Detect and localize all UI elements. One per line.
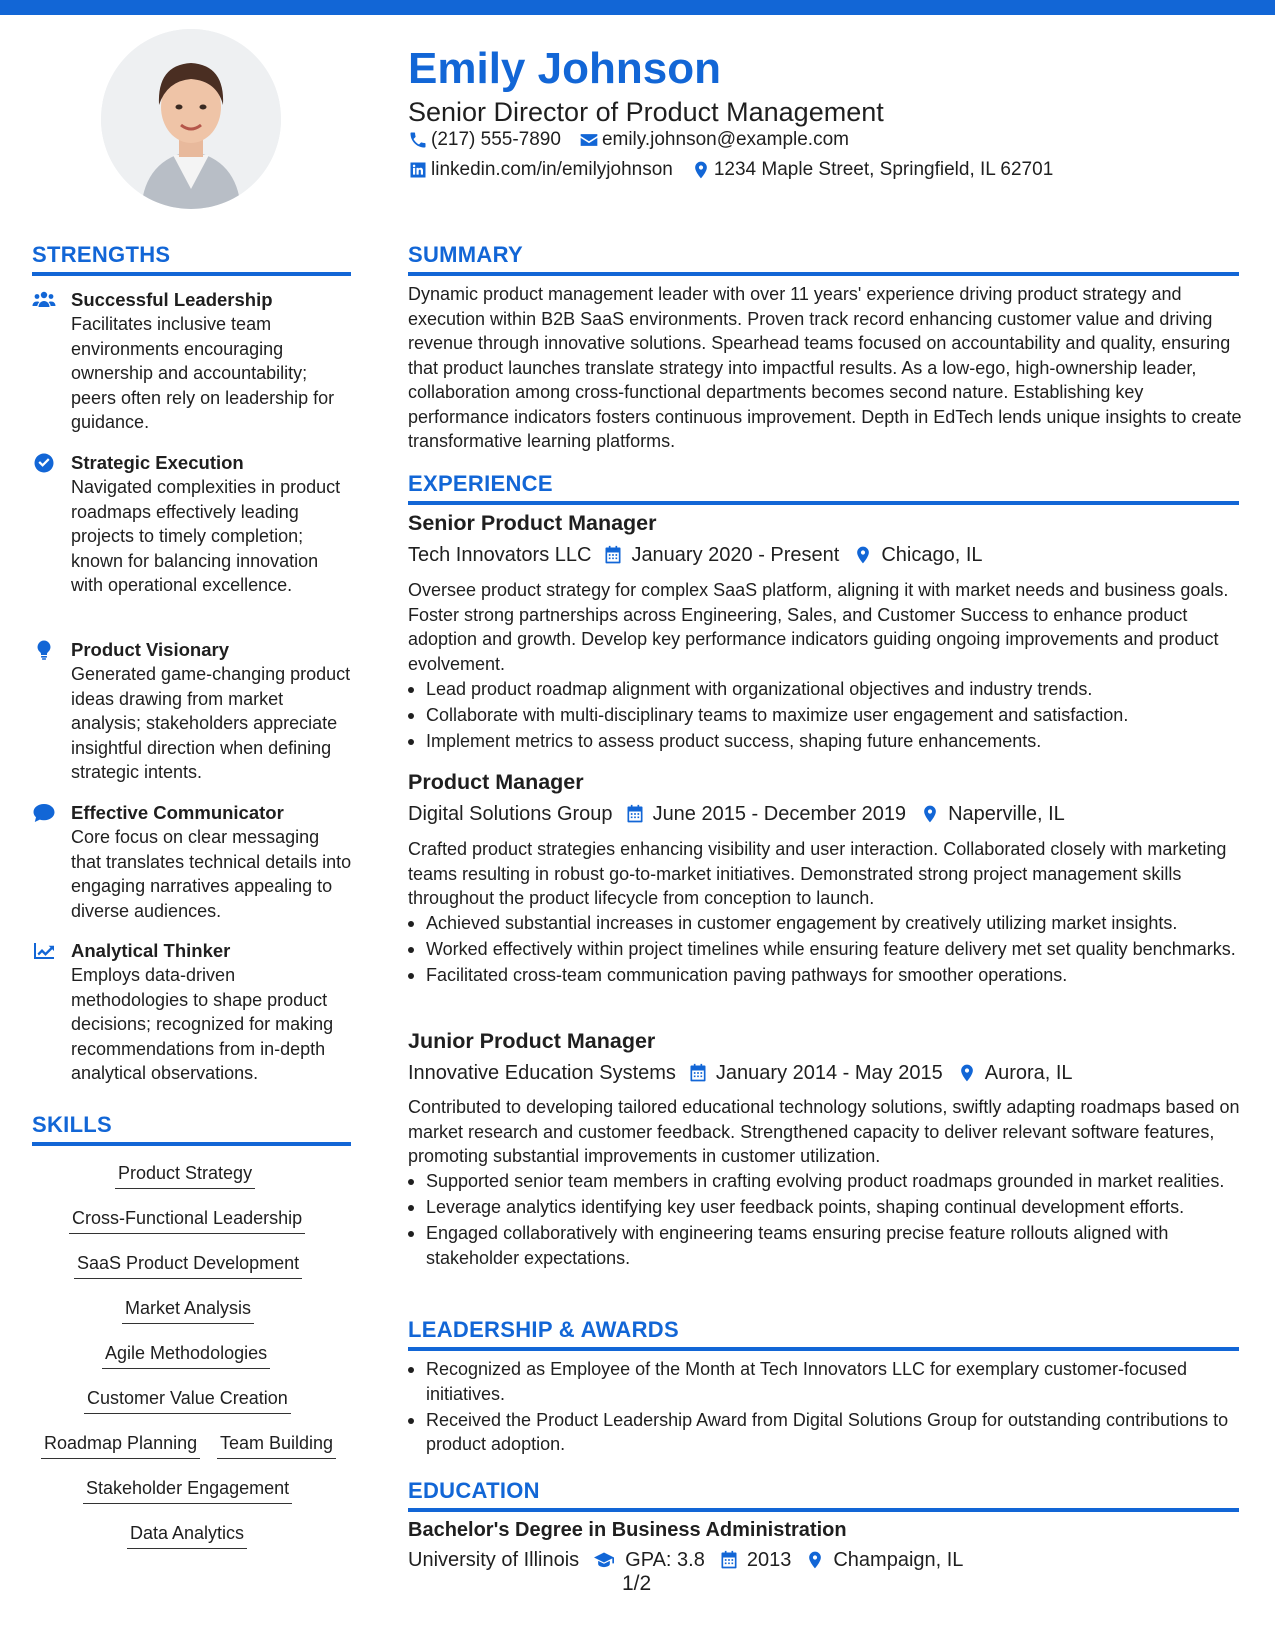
graduation-year: 2013 bbox=[746, 1549, 792, 1571]
summary-heading: SUMMARY bbox=[408, 242, 523, 267]
profile-photo bbox=[101, 29, 281, 209]
strength-title: Strategic Execution bbox=[71, 452, 244, 473]
job-title: Senior Product Manager bbox=[408, 511, 657, 535]
bullet-item: Implement metrics to assess product success, shaping future enhancements. bbox=[426, 729, 1261, 754]
skills-divider bbox=[32, 1142, 351, 1146]
strength-description: Generated game-changing product ideas drawing from market analysis; stakeholders appreciate insightful direction when defining strategic intents. bbox=[71, 664, 351, 782]
strength-item bbox=[32, 939, 352, 1086]
job-location: Aurora, IL bbox=[984, 1062, 1073, 1084]
skills-heading: SKILLS bbox=[32, 1112, 113, 1137]
summary-divider bbox=[408, 272, 1239, 276]
candidate-name: Emily Johnson bbox=[408, 44, 721, 93]
skill-tag: Team Building bbox=[217, 1431, 336, 1459]
strength-item bbox=[32, 288, 352, 435]
company-name: Digital Solutions Group bbox=[408, 803, 613, 825]
job-bullets bbox=[408, 677, 1261, 755]
strengths-heading: STRENGTHS bbox=[32, 242, 171, 267]
job-dates: January 2014 - May 2015 bbox=[715, 1062, 943, 1084]
calendar-icon bbox=[688, 1063, 708, 1083]
strength-item bbox=[32, 801, 352, 923]
bullet-item: Collaborate with multi-disciplinary teams to maximize user engagement and satisfaction. bbox=[426, 703, 1261, 728]
linkedin-link[interactable]: linkedin.com/in/emilyjohnson bbox=[431, 159, 673, 180]
calendar-icon bbox=[625, 804, 645, 824]
award-item: Received the Product Leadership Award from Digital Solutions Group for outstanding contributions to product adoption. bbox=[426, 1408, 1261, 1457]
phone-icon bbox=[408, 130, 428, 150]
location-pin-icon bbox=[853, 545, 873, 565]
calendar-icon bbox=[719, 1550, 739, 1570]
skill-tag: Agile Methodologies bbox=[102, 1341, 270, 1369]
job-bullets bbox=[408, 1169, 1261, 1272]
gpa-text: GPA: 3.8 bbox=[625, 1549, 705, 1571]
education-divider bbox=[408, 1508, 1239, 1512]
candidate-title: Senior Director of Product Management bbox=[408, 97, 884, 127]
strength-description: Facilitates inclusive team environments encouraging ownership and accountability; peers often rely on leadership for guidance. bbox=[71, 314, 335, 432]
education-location: Champaign, IL bbox=[833, 1549, 964, 1571]
email-link[interactable]: emily.johnson@example.com bbox=[601, 129, 849, 150]
experience-divider bbox=[408, 501, 1239, 505]
awards-heading: LEADERSHIP & AWARDS bbox=[408, 1317, 679, 1342]
strengths-divider bbox=[32, 272, 351, 276]
bullet-item: Worked effectively within project timelines while ensuring feature delivery met set quality benchmarks. bbox=[426, 937, 1261, 962]
job-bullets bbox=[408, 911, 1261, 989]
page-number: 1/2 bbox=[622, 1572, 652, 1595]
users-icon bbox=[32, 290, 56, 310]
skill-tag: Data Analytics bbox=[127, 1521, 247, 1549]
strength-description: Employs data-driven methodologies to shape product decisions; recognized for making recommendations from in-depth analytical observations. bbox=[71, 965, 334, 1083]
job-location: Chicago, IL bbox=[881, 544, 983, 566]
strength-description: Core focus on clear messaging that translates technical details into engaging narratives appealing to diverse audiences. bbox=[71, 827, 352, 921]
contact-row-1 bbox=[408, 128, 867, 152]
phone-text[interactable]: (217) 555-7890 bbox=[431, 129, 561, 150]
job-description: Oversee product strategy for complex SaaS platform, aligning it with market needs and business goals. Foster strong partnerships across Engineering, Sales, and Customer Success to enhance product adoption and growth. Develop key performance indicators guiding ongoing improvements and product evolvement. bbox=[408, 580, 1229, 674]
job-meta bbox=[408, 542, 997, 568]
linkedin-icon bbox=[408, 160, 428, 180]
award-item: Recognized as Employee of the Month at Tech Innovators LLC for exemplary customer-focused initiatives. bbox=[426, 1357, 1261, 1406]
job-title: Product Manager bbox=[408, 770, 584, 794]
company-name: Tech Innovators LLC bbox=[408, 544, 592, 566]
bullet-item: Facilitated cross-team communication paving pathways for smoother operations. bbox=[426, 963, 1261, 988]
bullet-item: Leverage analytics identifying key user feedback points, shaping continual development efforts. bbox=[426, 1195, 1261, 1220]
skill-tag: SaaS Product Development bbox=[74, 1251, 302, 1279]
education-meta bbox=[408, 1547, 977, 1573]
education-heading: EDUCATION bbox=[408, 1478, 540, 1503]
envelope-icon bbox=[579, 130, 599, 150]
contact-row-2 bbox=[408, 158, 1071, 182]
bullet-item: Engaged collaboratively with engineering teams ensuring precise feature rollouts aligned with stakeholder expectations. bbox=[426, 1221, 1261, 1270]
awards-list bbox=[408, 1357, 1261, 1458]
location-pin-icon bbox=[691, 160, 711, 180]
school-name: University of Illinois bbox=[408, 1549, 580, 1571]
job-location: Naperville, IL bbox=[948, 803, 1065, 825]
chat-bubble-icon bbox=[32, 803, 56, 823]
skill-tag: Product Strategy bbox=[115, 1161, 255, 1189]
job-description: Crafted product strategies enhancing visibility and user interaction. Collaborated closely with marketing teams resulting in robust go-to-market initiatives. Demonstrated strong project management skills throughout the product lifecycle from conception to launch. bbox=[408, 839, 1227, 908]
skill-tag: Stakeholder Engagement bbox=[83, 1476, 292, 1504]
job-dates: January 2020 - Present bbox=[631, 544, 840, 566]
skill-tag: Customer Value Creation bbox=[84, 1386, 291, 1414]
calendar-icon bbox=[603, 545, 623, 565]
summary-text: Dynamic product management leader with over 11 years' experience driving product strategy and execution within B2B SaaS environments. Proven track record enhancing customer value and driving revenue through innovative solutions. Spearhead teams focused on accountability and quality, ensuring that product launches translate strategy into impactful results. As a low-ego, high-ownership leader, collaboration among cross-functional departments becomes second nature. Establishing key performance indicators fosters continuous improvement. Depth in EdTech lends unique insights to create transformative learning platforms. bbox=[408, 284, 1242, 451]
top-accent-bar bbox=[0, 0, 1275, 15]
job-description: Contributed to developing tailored educational technology solutions, swiftly adapting roadmaps based on market research and customer feedback. Strengthened capacity to deliver relevant software features, promoting substantial improvements in customer utilization. bbox=[408, 1097, 1240, 1166]
job-meta bbox=[408, 1060, 1087, 1086]
strength-title: Effective Communicator bbox=[71, 802, 284, 823]
skill-tag: Market Analysis bbox=[122, 1296, 254, 1324]
job-dates: June 2015 - December 2019 bbox=[652, 803, 907, 825]
awards-divider bbox=[408, 1347, 1239, 1351]
skill-tag: Cross-Functional Leadership bbox=[69, 1206, 305, 1234]
check-circle-icon bbox=[32, 453, 56, 473]
lightbulb-icon bbox=[32, 640, 56, 660]
job-title: Junior Product Manager bbox=[408, 1029, 656, 1053]
strength-item bbox=[32, 638, 352, 785]
bullet-item: Supported senior team members in crafting evolving product roadmaps grounded in market realities. bbox=[426, 1169, 1261, 1194]
strength-title: Successful Leadership bbox=[71, 289, 273, 310]
strength-title: Product Visionary bbox=[71, 639, 229, 660]
address-text: 1234 Maple Street, Springfield, IL 62701 bbox=[713, 159, 1054, 180]
strength-title: Analytical Thinker bbox=[71, 940, 231, 961]
location-pin-icon bbox=[957, 1063, 977, 1083]
company-name: Innovative Education Systems bbox=[408, 1062, 676, 1084]
job-meta bbox=[408, 801, 1079, 827]
location-pin-icon bbox=[920, 804, 940, 824]
graduation-cap-icon bbox=[591, 1550, 617, 1570]
strength-item bbox=[32, 451, 352, 598]
degree-title: Bachelor's Degree in Business Administration bbox=[408, 1519, 847, 1541]
location-pin-icon bbox=[805, 1550, 825, 1570]
skill-tag: Roadmap Planning bbox=[41, 1431, 200, 1459]
bullet-item: Achieved substantial increases in customer engagement by creatively utilizing market insights. bbox=[426, 911, 1261, 936]
strength-description: Navigated complexities in product roadmaps effectively leading projects to timely completion; known for balancing innovation with operational excellence. bbox=[71, 477, 341, 595]
chart-line-icon bbox=[32, 941, 56, 961]
bullet-item: Lead product roadmap alignment with organizational objectives and industry trends. bbox=[426, 677, 1261, 702]
experience-heading: EXPERIENCE bbox=[408, 471, 553, 496]
